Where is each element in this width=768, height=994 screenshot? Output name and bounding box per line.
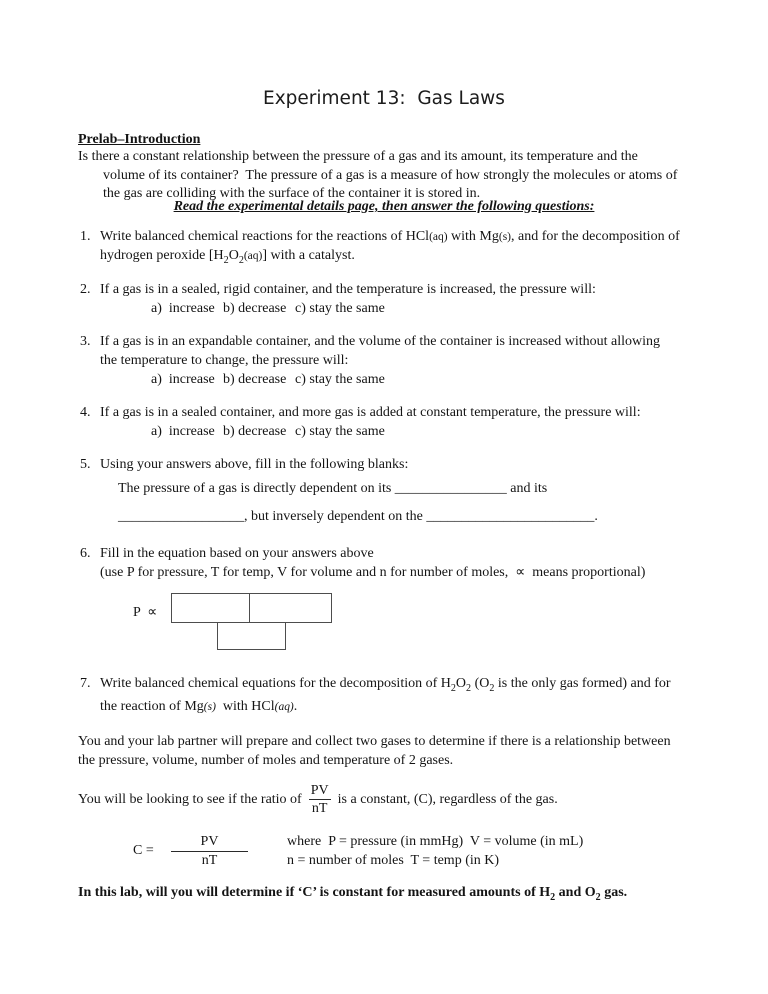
pv-nt-fraction xyxy=(309,782,331,817)
option-a: a) increase xyxy=(151,372,215,387)
equation-blank-box-numerator-right xyxy=(249,593,332,623)
option-b: b) decrease xyxy=(223,424,287,439)
intro-paragraph xyxy=(78,148,718,204)
question-2-text: If a gas is in a sealed, rigid container, and the temperature is increased, the pressure will: xyxy=(100,282,596,297)
partner-line: You and your lab partner will prepare and collect two gases to determine if there is a relationship between xyxy=(78,734,671,749)
question-2-options xyxy=(151,301,551,319)
partner-paragraph xyxy=(78,733,728,770)
option-c: c) stay the same xyxy=(295,424,385,439)
where-line: where P = pressure (in mmHg) V = volume (in mL) xyxy=(287,834,584,849)
equation-blank-box-denominator xyxy=(217,622,286,650)
question-2 xyxy=(80,281,728,300)
closing-statement: In this lab, will you will determine if ‘C’ is constant for measured amounts of $H_2$ and $O_2$ gas. xyxy=(78,885,628,903)
question-5-number: 5. xyxy=(80,457,91,472)
equation-lhs: C = xyxy=(133,843,154,858)
question-6-text: Fill in the equation based on your answers above xyxy=(100,546,374,561)
where-line: n = number of moles T = temp (in K) xyxy=(287,852,500,868)
prelab-heading: Prelab–Introduction xyxy=(78,132,201,147)
option-c: c) stay the same xyxy=(295,301,385,316)
equation-blank-box-numerator-left xyxy=(171,593,250,623)
fraction-denominator: nT xyxy=(201,853,218,868)
question-3-text: the temperature to change, the pressure will: xyxy=(100,352,349,368)
page-title: Experiment 13: Gas Laws xyxy=(263,88,505,109)
ratio-prefix: You will be looking to see if the ratio of xyxy=(78,791,302,807)
ratio-sentence xyxy=(78,782,558,817)
fraction-numerator: PV xyxy=(310,783,329,798)
ratio-suffix: is a constant, (C), regardless of the gas. xyxy=(337,791,558,807)
option-c: c) stay the same xyxy=(295,372,385,387)
question-1-text: Write balanced chemical reactions for the reactions of HCl(aq) with Mg(s), and for the decomposition of xyxy=(100,229,680,244)
question-3 xyxy=(80,333,728,370)
question-6-number: 6. xyxy=(80,546,91,561)
proportion-diagram xyxy=(78,593,710,653)
question-4-text: If a gas is in a sealed container, and more gas is added at constant temperature, the pressure will: xyxy=(100,405,641,420)
option-a: a) increase xyxy=(151,424,215,439)
question-3-options xyxy=(151,372,551,390)
question-3-text: If a gas is in an expandable container, and the volume of the container is increased without allowing xyxy=(100,334,661,349)
question-4-number: 4. xyxy=(80,405,91,420)
intro-line: the gas are colliding with the surface of the container it is stored in. xyxy=(103,186,481,201)
proportion-label: P ∝ xyxy=(133,605,158,620)
constant-equation xyxy=(0,833,768,875)
question-3-number: 3. xyxy=(80,334,91,349)
question-4-options xyxy=(151,424,551,442)
option-b: b) decrease xyxy=(223,372,287,387)
question-6-hint: (use P for pressure, T for temp, V for volume and n for number of moles, ∝ means proportional) xyxy=(100,564,646,580)
question-2-number: 2. xyxy=(80,282,91,297)
fraction-numerator: PV xyxy=(171,833,248,852)
directive-line xyxy=(0,199,768,215)
question-5-text: Using your answers above, fill in the following blanks: xyxy=(100,457,409,472)
option-a: a) increase xyxy=(151,301,215,316)
fraction-denominator: nT xyxy=(311,801,328,816)
directive-text: Read the experimental details page, then answer the following questions: xyxy=(173,199,595,214)
intro-line: Is there a constant relationship between the pressure of a gas and its amount, its temperature and the xyxy=(78,149,638,164)
question-4 xyxy=(80,404,728,423)
question-5-blank-line-2: __________________, but inversely dependent on the ________________________. xyxy=(118,509,598,524)
question-7-text: Write balanced chemical equations for the decomposition of $H_2O_2$ ($O_2$ is the only gas formed) and for xyxy=(100,676,671,694)
question-7 xyxy=(80,675,728,717)
question-5-blank-line-1: The pressure of a gas is directly dependent on its ________________ and its xyxy=(118,481,548,496)
question-6 xyxy=(80,545,728,582)
intro-line: volume of its container? The pressure of a gas is a measure of how strongly the molecules or atoms of xyxy=(103,167,678,183)
equation-fraction xyxy=(171,833,248,870)
question-5 xyxy=(80,456,728,475)
question-1 xyxy=(80,228,728,270)
variable-definitions xyxy=(287,833,583,870)
question-7-text: the reaction of Mg(s) with HCl(aq). xyxy=(100,699,298,715)
question-1-text: hydrogen peroxide $[H_2O_2(aq)]$ with a catalyst. xyxy=(100,247,355,266)
question-1-number: 1. xyxy=(80,229,91,244)
question-7-number: 7. xyxy=(80,676,91,691)
partner-line: the pressure, volume, number of moles and temperature of 2 gases. xyxy=(78,752,454,768)
option-b: b) decrease xyxy=(223,301,287,316)
